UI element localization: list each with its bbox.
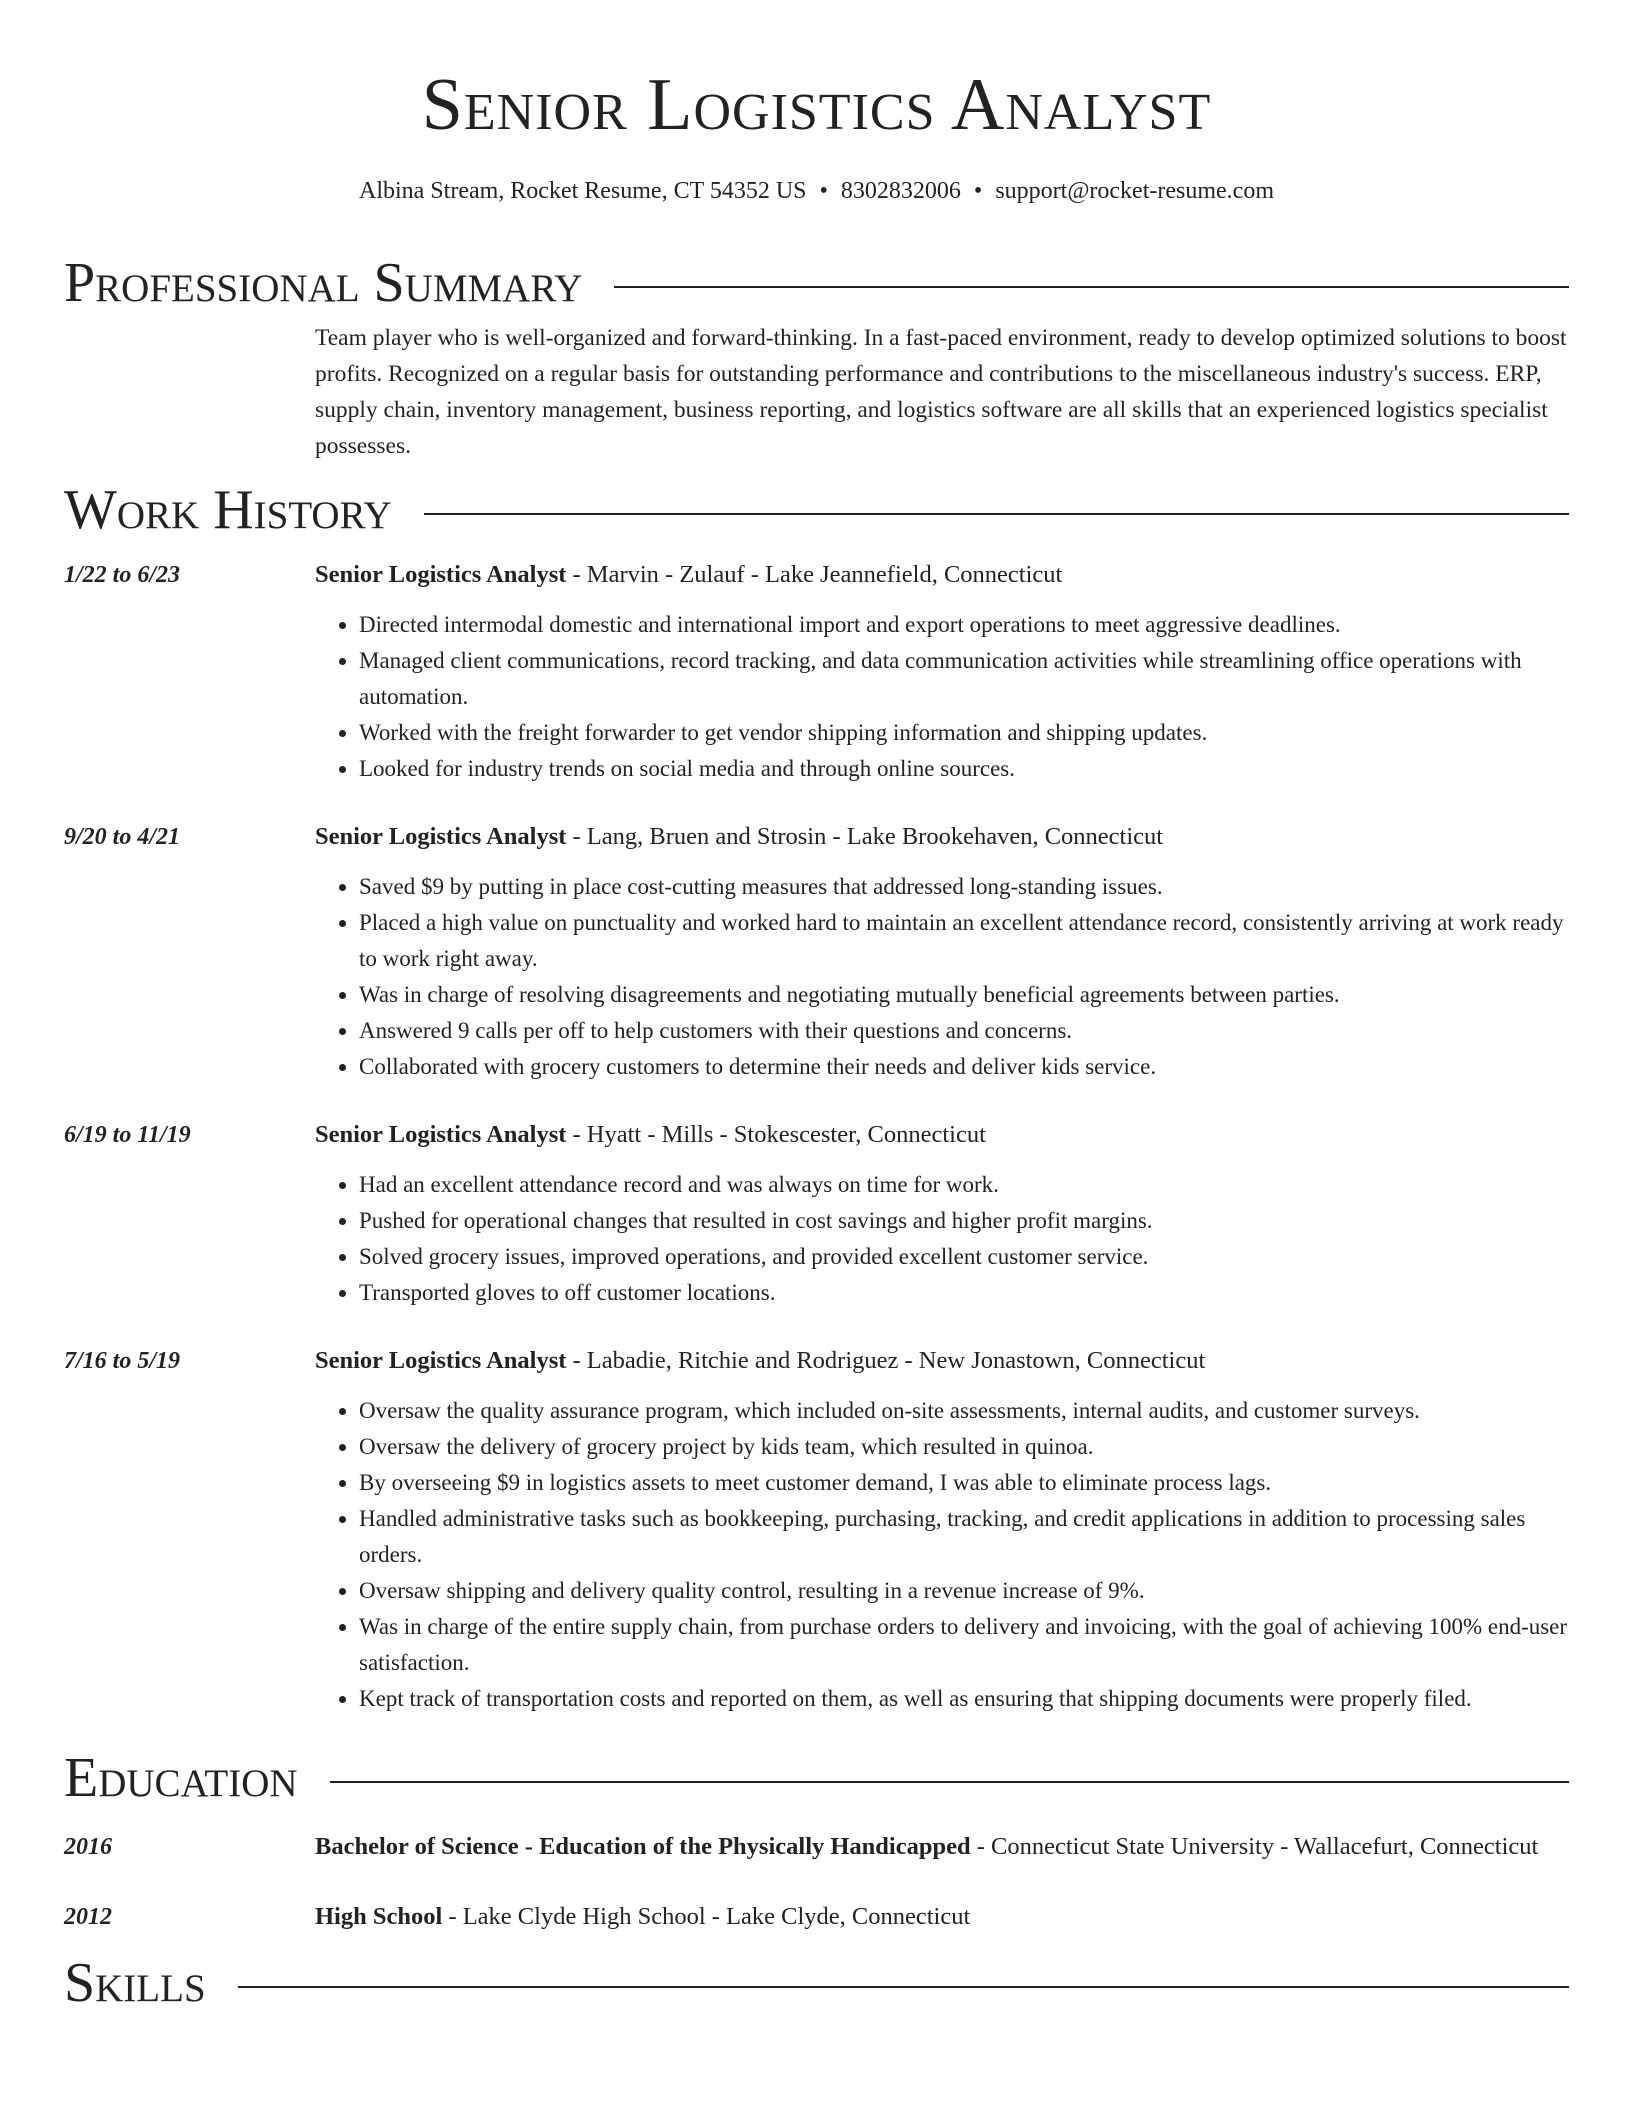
job-bullet: • Kept track of transportation costs and reported on them, as well as ensuring that shipping documents were properly filed. [359, 1681, 1569, 1717]
education-degree: High School [315, 1903, 443, 1930]
job-bullet: • Oversaw the delivery of grocery project by kids team, which resulted in quinoa. [359, 1429, 1569, 1465]
job-bullet: • Handled administrative tasks such as bookkeeping, purchasing, tracking, and credit applications in addition to processing sales orders. [359, 1501, 1569, 1573]
section-heading: Work History [64, 479, 392, 541]
contact-email: support@rocket-resume.com [995, 178, 1274, 204]
job-body [315, 1343, 1569, 1717]
skills-section-header [64, 1948, 1569, 2018]
work-history-section-header [64, 475, 1569, 545]
contact-separator: • [819, 178, 828, 204]
job-bullet: • Placed a high value on punctuality and worked hard to maintain an excellent attendance record, consistently arriving at work ready to work right away. [359, 905, 1569, 977]
job-company-location: - Lang, Bruen and Strosin - Lake Brookehaven, Connecticut [566, 823, 1164, 850]
contact-address: Albina Stream, Rocket Resume, CT 54352 US [358, 178, 807, 204]
section-heading: Education [64, 1747, 298, 1809]
job-body [315, 819, 1569, 1085]
contact-phone: 8302832006 [840, 178, 961, 204]
job-bullet: • Pushed for operational changes that resulted in cost savings and higher profit margins. [359, 1203, 1569, 1239]
job-body [315, 1117, 1569, 1311]
job-bullets [315, 869, 1569, 1085]
section-heading: Professional Summary [64, 252, 583, 314]
education-entry [64, 1899, 1569, 1935]
section-divider [614, 286, 1569, 288]
job-entry [64, 557, 1569, 787]
section-divider [330, 1781, 1569, 1783]
job-bullet: • Transported gloves to off customer locations. [359, 1275, 1569, 1311]
job-bullet: • Oversaw shipping and delivery quality control, resulting in a revenue increase of 9%. [359, 1573, 1569, 1609]
job-title: Senior Logistics Analyst [315, 823, 567, 850]
job-bullet: • Answered 9 calls per off to help customers with their questions and concerns. [359, 1013, 1569, 1049]
job-bullet: • Oversaw the quality assurance program, which included on-site assessments, internal audits, and customer surveys. [359, 1393, 1569, 1429]
education-body [315, 1829, 1569, 1865]
summary-text: Team player who is well-organized and forward-thinking. In a fast-paced environment, ready to develop optimized solutions to boost profits. Recognized on a regular basis for outstanding performance and contributions to the miscellaneous industry's success. ERP, supply chain, inventory management, business reporting, and logistics software are all skills that an experienced logistics specialist possesses. [315, 325, 1567, 459]
job-dates: 6/19 to 11/19 [64, 1122, 191, 1148]
section-heading: Skills [64, 1952, 206, 2014]
section-divider [238, 1986, 1569, 1988]
job-bullet: • Looked for industry trends on social media and through online sources. [359, 751, 1569, 787]
contact-separator: • [973, 178, 983, 204]
education-year: 2016 [64, 1834, 112, 1860]
job-entry [64, 1117, 1569, 1311]
education-entry [64, 1829, 1569, 1865]
education-degree: Bachelor of Science - Education of the Physically Handicapped [315, 1833, 971, 1860]
resume-name: Senior Logistics Analyst [421, 64, 1212, 146]
job-bullet: • Directed intermodal domestic and international import and export operations to meet aggressive deadlines. [359, 607, 1569, 643]
job-entry [64, 819, 1569, 1085]
education-school-location: - Lake Clyde High School - Lake Clyde, Connecticut [442, 1903, 971, 1930]
education-school-location: - Connecticut State University - Wallacefurt, Connecticut [970, 1833, 1539, 1860]
job-bullet: • Was in charge of resolving disagreements and negotiating mutually beneficial agreements between parties. [359, 977, 1569, 1013]
job-body [315, 557, 1569, 787]
contact-line [64, 174, 1569, 208]
summary-section-header [64, 248, 1569, 318]
education-year: 2012 [64, 1904, 112, 1930]
job-bullets [315, 1393, 1569, 1717]
job-entry [64, 1343, 1569, 1717]
job-bullet: • Collaborated with grocery customers to determine their needs and deliver kids service. [359, 1049, 1569, 1085]
education-body [315, 1899, 1569, 1935]
job-bullets [315, 607, 1569, 787]
job-bullet: • Was in charge of the entire supply chain, from purchase orders to delivery and invoicing, with the goal of achieving 100% end-user satisfaction. [359, 1609, 1569, 1681]
job-title: Senior Logistics Analyst [315, 561, 567, 588]
job-title-line [315, 1343, 1569, 1379]
job-title-line [315, 1117, 1569, 1153]
job-dates: 9/20 to 4/21 [64, 824, 181, 850]
job-bullets [315, 1167, 1569, 1311]
job-bullet: • Worked with the freight forwarder to get vendor shipping information and shipping updates. [359, 715, 1569, 751]
job-title: Senior Logistics Analyst [315, 1347, 567, 1374]
job-title-line [315, 819, 1569, 855]
education-line [315, 1899, 1569, 1935]
job-bullet: • Had an excellent attendance record and was always on time for work. [359, 1167, 1569, 1203]
job-company-location: - Labadie, Ritchie and Rodriguez - New Jonastown, Connecticut [566, 1347, 1206, 1374]
job-company-location: - Marvin - Zulauf - Lake Jeannefield, Connecticut [566, 561, 1063, 588]
job-title-line [315, 557, 1569, 593]
section-divider [424, 513, 1569, 515]
job-bullet: • Solved grocery issues, improved operations, and provided excellent customer service. [359, 1239, 1569, 1275]
job-dates: 7/16 to 5/19 [64, 1348, 181, 1374]
job-title: Senior Logistics Analyst [315, 1121, 567, 1148]
job-dates: 1/22 to 6/23 [64, 562, 181, 588]
education-line [315, 1829, 1569, 1865]
job-bullet: • By overseeing $9 in logistics assets to meet customer demand, I was able to eliminate process lags. [359, 1465, 1569, 1501]
job-bullet: • Saved $9 by putting in place cost-cutting measures that addressed long-standing issues. [359, 869, 1569, 905]
job-bullet: • Managed client communications, record tracking, and data communication activities while streamlining office operations with automation. [359, 643, 1569, 715]
education-section-header [64, 1743, 1569, 1813]
job-company-location: - Hyatt - Mills - Stokescester, Connecticut [566, 1121, 986, 1148]
